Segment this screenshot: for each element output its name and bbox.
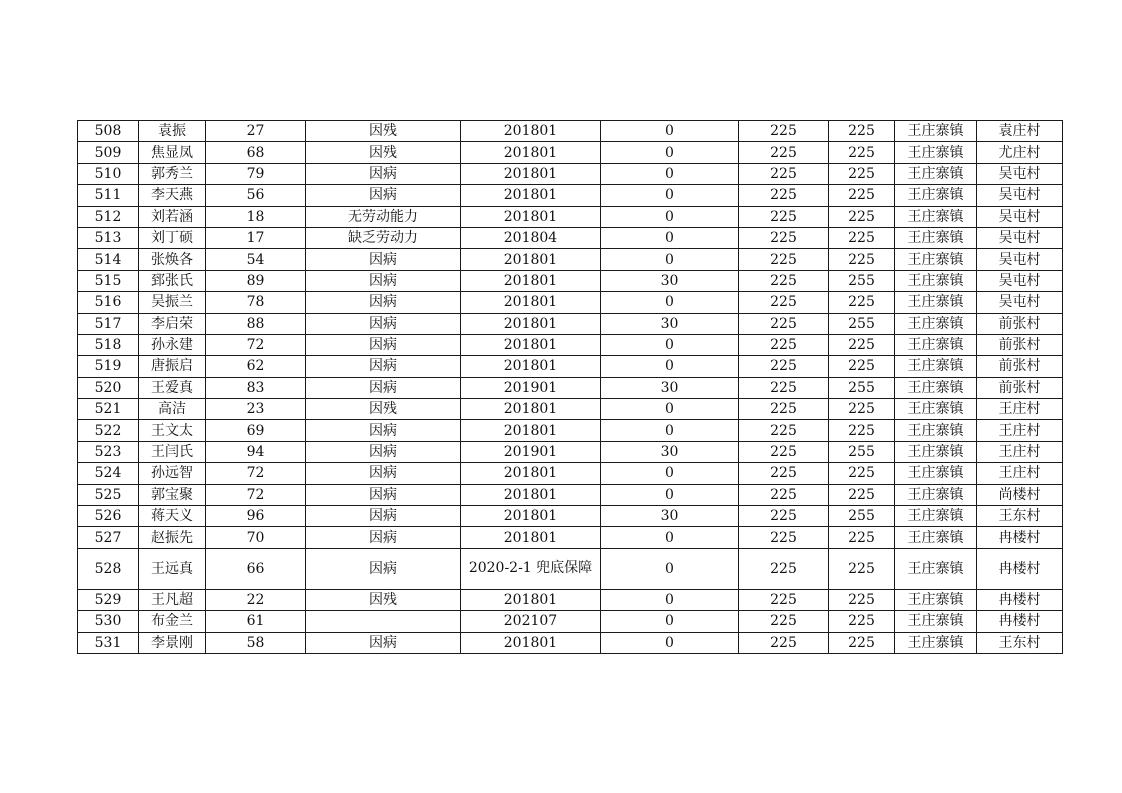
serial-number-cell: 523	[78, 441, 139, 462]
reason-cell: 因病	[306, 163, 461, 184]
subsidy-cell: 0	[601, 356, 739, 377]
name-cell: 王爱真	[139, 377, 206, 398]
subsidy-cell: 30	[601, 506, 739, 527]
name-cell: 袁振	[139, 121, 206, 142]
start-date-cell: 201801	[461, 163, 601, 184]
town-cell: 王庄寨镇	[895, 420, 977, 441]
village-cell: 冉楼村	[977, 589, 1063, 610]
reason-cell	[306, 611, 461, 632]
subsidy-cell: 0	[601, 292, 739, 313]
base-amount-cell: 225	[739, 334, 829, 355]
start-date-cell: 201801	[461, 292, 601, 313]
serial-number-cell: 519	[78, 356, 139, 377]
age-cell: 27	[206, 121, 306, 142]
name-cell: 王闫氏	[139, 441, 206, 462]
subsidy-cell: 0	[601, 163, 739, 184]
start-date-cell: 201801	[461, 334, 601, 355]
village-cell: 尚楼村	[977, 484, 1063, 505]
name-cell: 赵振先	[139, 527, 206, 548]
serial-number-cell: 515	[78, 270, 139, 291]
name-cell: 唐振启	[139, 356, 206, 377]
table-row	[78, 142, 1063, 163]
start-date-cell: 201801	[461, 185, 601, 206]
total-amount-cell: 255	[829, 313, 895, 334]
serial-number-cell: 528	[78, 548, 139, 589]
base-amount-cell: 225	[739, 399, 829, 420]
base-amount-cell: 225	[739, 548, 829, 589]
town-cell: 王庄寨镇	[895, 121, 977, 142]
table-row	[78, 463, 1063, 484]
base-amount-cell: 225	[739, 463, 829, 484]
table-row	[78, 292, 1063, 313]
serial-number-cell: 530	[78, 611, 139, 632]
reason-cell: 因病	[306, 313, 461, 334]
serial-number-cell: 511	[78, 185, 139, 206]
age-cell: 79	[206, 163, 306, 184]
table-row	[78, 399, 1063, 420]
reason-cell: 无劳动能力	[306, 206, 461, 227]
town-cell: 王庄寨镇	[895, 611, 977, 632]
town-cell: 王庄寨镇	[895, 313, 977, 334]
age-cell: 72	[206, 463, 306, 484]
name-cell: 高洁	[139, 399, 206, 420]
base-amount-cell: 225	[739, 270, 829, 291]
assistance-roster-sheet	[77, 120, 1062, 654]
total-amount-cell: 225	[829, 399, 895, 420]
subsidy-cell: 0	[601, 185, 739, 206]
age-cell: 88	[206, 313, 306, 334]
serial-number-cell: 514	[78, 249, 139, 270]
age-cell: 56	[206, 185, 306, 206]
base-amount-cell: 225	[739, 441, 829, 462]
base-amount-cell: 225	[739, 377, 829, 398]
age-cell: 18	[206, 206, 306, 227]
serial-number-cell: 508	[78, 121, 139, 142]
table-row	[78, 121, 1063, 142]
total-amount-cell: 225	[829, 334, 895, 355]
age-cell: 70	[206, 527, 306, 548]
total-amount-cell: 225	[829, 249, 895, 270]
total-amount-cell: 225	[829, 185, 895, 206]
village-cell: 尤庄村	[977, 142, 1063, 163]
age-cell: 68	[206, 142, 306, 163]
start-date-cell: 202107	[461, 611, 601, 632]
name-cell: 刘丁硕	[139, 227, 206, 248]
serial-number-cell: 522	[78, 420, 139, 441]
subsidy-cell: 0	[601, 142, 739, 163]
table-row	[78, 527, 1063, 548]
table-body	[78, 121, 1063, 654]
total-amount-cell: 225	[829, 463, 895, 484]
town-cell: 王庄寨镇	[895, 227, 977, 248]
village-cell: 前张村	[977, 377, 1063, 398]
village-cell: 吴屯村	[977, 227, 1063, 248]
town-cell: 王庄寨镇	[895, 270, 977, 291]
table-row	[78, 484, 1063, 505]
town-cell: 王庄寨镇	[895, 206, 977, 227]
subsidy-cell: 0	[601, 632, 739, 653]
base-amount-cell: 225	[739, 227, 829, 248]
base-amount-cell: 225	[739, 356, 829, 377]
town-cell: 王庄寨镇	[895, 356, 977, 377]
age-cell: 78	[206, 292, 306, 313]
total-amount-cell: 255	[829, 270, 895, 291]
subsidy-cell: 0	[601, 227, 739, 248]
base-amount-cell: 225	[739, 420, 829, 441]
base-amount-cell: 225	[739, 121, 829, 142]
village-cell: 吴屯村	[977, 249, 1063, 270]
town-cell: 王庄寨镇	[895, 142, 977, 163]
name-cell: 王凡超	[139, 589, 206, 610]
start-date-cell: 201804	[461, 227, 601, 248]
reason-cell: 因病	[306, 548, 461, 589]
start-date-cell: 201801	[461, 484, 601, 505]
start-date-cell: 201801	[461, 527, 601, 548]
town-cell: 王庄寨镇	[895, 632, 977, 653]
age-cell: 17	[206, 227, 306, 248]
table-row	[78, 206, 1063, 227]
table-row	[78, 632, 1063, 653]
serial-number-cell: 524	[78, 463, 139, 484]
name-cell: 刘若涵	[139, 206, 206, 227]
village-cell: 吴屯村	[977, 270, 1063, 291]
total-amount-cell: 225	[829, 356, 895, 377]
start-date-cell: 201801	[461, 589, 601, 610]
town-cell: 王庄寨镇	[895, 506, 977, 527]
reason-cell: 因病	[306, 441, 461, 462]
subsidy-cell: 0	[601, 399, 739, 420]
name-cell: 郭宝聚	[139, 484, 206, 505]
reason-cell: 因病	[306, 270, 461, 291]
table-row	[78, 356, 1063, 377]
age-cell: 96	[206, 506, 306, 527]
name-cell: 吴振兰	[139, 292, 206, 313]
serial-number-cell: 525	[78, 484, 139, 505]
table-row	[78, 506, 1063, 527]
town-cell: 王庄寨镇	[895, 589, 977, 610]
total-amount-cell: 225	[829, 527, 895, 548]
base-amount-cell: 225	[739, 484, 829, 505]
start-date-cell: 201901	[461, 377, 601, 398]
town-cell: 王庄寨镇	[895, 334, 977, 355]
age-cell: 83	[206, 377, 306, 398]
subsidy-cell: 30	[601, 377, 739, 398]
age-cell: 72	[206, 334, 306, 355]
reason-cell: 因病	[306, 632, 461, 653]
start-date-cell: 201801	[461, 420, 601, 441]
start-date-cell: 201801	[461, 313, 601, 334]
town-cell: 王庄寨镇	[895, 377, 977, 398]
age-cell: 22	[206, 589, 306, 610]
table-row	[78, 548, 1063, 589]
subsidy-cell: 0	[601, 463, 739, 484]
name-cell: 郅张氏	[139, 270, 206, 291]
village-cell: 王东村	[977, 632, 1063, 653]
table-row	[78, 163, 1063, 184]
age-cell: 58	[206, 632, 306, 653]
reason-cell: 因残	[306, 589, 461, 610]
total-amount-cell: 225	[829, 484, 895, 505]
start-date-cell: 201801	[461, 506, 601, 527]
base-amount-cell: 225	[739, 313, 829, 334]
town-cell: 王庄寨镇	[895, 441, 977, 462]
serial-number-cell: 526	[78, 506, 139, 527]
subsidy-cell: 0	[601, 206, 739, 227]
age-cell: 23	[206, 399, 306, 420]
village-cell: 吴屯村	[977, 206, 1063, 227]
base-amount-cell: 225	[739, 142, 829, 163]
reason-cell: 因病	[306, 484, 461, 505]
base-amount-cell: 225	[739, 632, 829, 653]
base-amount-cell: 225	[739, 506, 829, 527]
name-cell: 张焕各	[139, 249, 206, 270]
village-cell: 吴屯村	[977, 185, 1063, 206]
village-cell: 前张村	[977, 313, 1063, 334]
base-amount-cell: 225	[739, 206, 829, 227]
name-cell: 焦显凤	[139, 142, 206, 163]
village-cell: 冉楼村	[977, 548, 1063, 589]
age-cell: 89	[206, 270, 306, 291]
serial-number-cell: 509	[78, 142, 139, 163]
subsidy-cell: 0	[601, 121, 739, 142]
village-cell: 王东村	[977, 506, 1063, 527]
start-date-cell: 201801	[461, 356, 601, 377]
table-row	[78, 185, 1063, 206]
total-amount-cell: 225	[829, 589, 895, 610]
start-date-cell: 201901	[461, 441, 601, 462]
village-cell: 王庄村	[977, 399, 1063, 420]
subsidy-cell: 0	[601, 527, 739, 548]
serial-number-cell: 510	[78, 163, 139, 184]
subsidy-cell: 0	[601, 484, 739, 505]
reason-cell: 因病	[306, 249, 461, 270]
start-date-cell: 201801	[461, 206, 601, 227]
village-cell: 王庄村	[977, 420, 1063, 441]
reason-cell: 因残	[306, 399, 461, 420]
table-row	[78, 227, 1063, 248]
assistance-roster-table	[77, 120, 1063, 654]
name-cell: 布金兰	[139, 611, 206, 632]
table-row	[78, 420, 1063, 441]
serial-number-cell: 512	[78, 206, 139, 227]
age-cell: 54	[206, 249, 306, 270]
start-date-cell: 201801	[461, 632, 601, 653]
table-row	[78, 441, 1063, 462]
town-cell: 王庄寨镇	[895, 163, 977, 184]
village-cell: 吴屯村	[977, 292, 1063, 313]
reason-cell: 缺乏劳动力	[306, 227, 461, 248]
village-cell: 吴屯村	[977, 163, 1063, 184]
town-cell: 王庄寨镇	[895, 548, 977, 589]
total-amount-cell: 225	[829, 163, 895, 184]
start-date-cell: 201801	[461, 249, 601, 270]
subsidy-cell: 0	[601, 548, 739, 589]
town-cell: 王庄寨镇	[895, 249, 977, 270]
reason-cell: 因病	[306, 506, 461, 527]
serial-number-cell: 517	[78, 313, 139, 334]
table-row	[78, 249, 1063, 270]
subsidy-cell: 30	[601, 313, 739, 334]
reason-cell: 因病	[306, 420, 461, 441]
serial-number-cell: 518	[78, 334, 139, 355]
total-amount-cell: 225	[829, 632, 895, 653]
village-cell: 冉楼村	[977, 611, 1063, 632]
total-amount-cell: 225	[829, 548, 895, 589]
town-cell: 王庄寨镇	[895, 527, 977, 548]
serial-number-cell: 521	[78, 399, 139, 420]
subsidy-cell: 0	[601, 334, 739, 355]
total-amount-cell: 225	[829, 292, 895, 313]
total-amount-cell: 225	[829, 142, 895, 163]
village-cell: 冉楼村	[977, 527, 1063, 548]
village-cell: 前张村	[977, 356, 1063, 377]
start-date-cell: 201801	[461, 121, 601, 142]
reason-cell: 因病	[306, 334, 461, 355]
table-row	[78, 313, 1063, 334]
start-date-cell: 201801	[461, 463, 601, 484]
age-cell: 61	[206, 611, 306, 632]
total-amount-cell: 225	[829, 420, 895, 441]
table-row	[78, 611, 1063, 632]
serial-number-cell: 520	[78, 377, 139, 398]
age-cell: 66	[206, 548, 306, 589]
name-cell: 蒋天义	[139, 506, 206, 527]
reason-cell: 因病	[306, 463, 461, 484]
reason-cell: 因残	[306, 142, 461, 163]
town-cell: 王庄寨镇	[895, 484, 977, 505]
name-cell: 李天燕	[139, 185, 206, 206]
total-amount-cell: 255	[829, 506, 895, 527]
subsidy-cell: 0	[601, 611, 739, 632]
table-row	[78, 334, 1063, 355]
village-cell: 前张村	[977, 334, 1063, 355]
reason-cell: 因病	[306, 185, 461, 206]
town-cell: 王庄寨镇	[895, 292, 977, 313]
name-cell: 郭秀兰	[139, 163, 206, 184]
table-row	[78, 589, 1063, 610]
start-date-cell: 2020-2-1 兜底保障	[461, 548, 601, 589]
name-cell: 李启荣	[139, 313, 206, 334]
total-amount-cell: 225	[829, 121, 895, 142]
subsidy-cell: 30	[601, 441, 739, 462]
age-cell: 69	[206, 420, 306, 441]
serial-number-cell: 527	[78, 527, 139, 548]
start-date-cell: 201801	[461, 142, 601, 163]
reason-cell: 因残	[306, 121, 461, 142]
name-cell: 孙远智	[139, 463, 206, 484]
village-cell: 王庄村	[977, 441, 1063, 462]
age-cell: 72	[206, 484, 306, 505]
serial-number-cell: 531	[78, 632, 139, 653]
reason-cell: 因病	[306, 377, 461, 398]
base-amount-cell: 225	[739, 163, 829, 184]
serial-number-cell: 529	[78, 589, 139, 610]
village-cell: 王庄村	[977, 463, 1063, 484]
subsidy-cell: 30	[601, 270, 739, 291]
subsidy-cell: 0	[601, 420, 739, 441]
serial-number-cell: 516	[78, 292, 139, 313]
subsidy-cell: 0	[601, 249, 739, 270]
name-cell: 王文太	[139, 420, 206, 441]
serial-number-cell: 513	[78, 227, 139, 248]
start-date-cell: 201801	[461, 399, 601, 420]
age-cell: 62	[206, 356, 306, 377]
town-cell: 王庄寨镇	[895, 185, 977, 206]
start-date-cell: 201801	[461, 270, 601, 291]
base-amount-cell: 225	[739, 527, 829, 548]
reason-cell: 因病	[306, 356, 461, 377]
total-amount-cell: 225	[829, 227, 895, 248]
base-amount-cell: 225	[739, 589, 829, 610]
name-cell: 李景刚	[139, 632, 206, 653]
subsidy-cell: 0	[601, 589, 739, 610]
age-cell: 94	[206, 441, 306, 462]
base-amount-cell: 225	[739, 185, 829, 206]
total-amount-cell: 255	[829, 377, 895, 398]
total-amount-cell: 225	[829, 206, 895, 227]
total-amount-cell: 255	[829, 441, 895, 462]
town-cell: 王庄寨镇	[895, 463, 977, 484]
base-amount-cell: 225	[739, 292, 829, 313]
name-cell: 王远真	[139, 548, 206, 589]
reason-cell: 因病	[306, 292, 461, 313]
table-row	[78, 270, 1063, 291]
total-amount-cell: 225	[829, 611, 895, 632]
reason-cell: 因病	[306, 527, 461, 548]
base-amount-cell: 225	[739, 249, 829, 270]
table-row	[78, 377, 1063, 398]
name-cell: 孙永建	[139, 334, 206, 355]
town-cell: 王庄寨镇	[895, 399, 977, 420]
village-cell: 袁庄村	[977, 121, 1063, 142]
base-amount-cell: 225	[739, 611, 829, 632]
